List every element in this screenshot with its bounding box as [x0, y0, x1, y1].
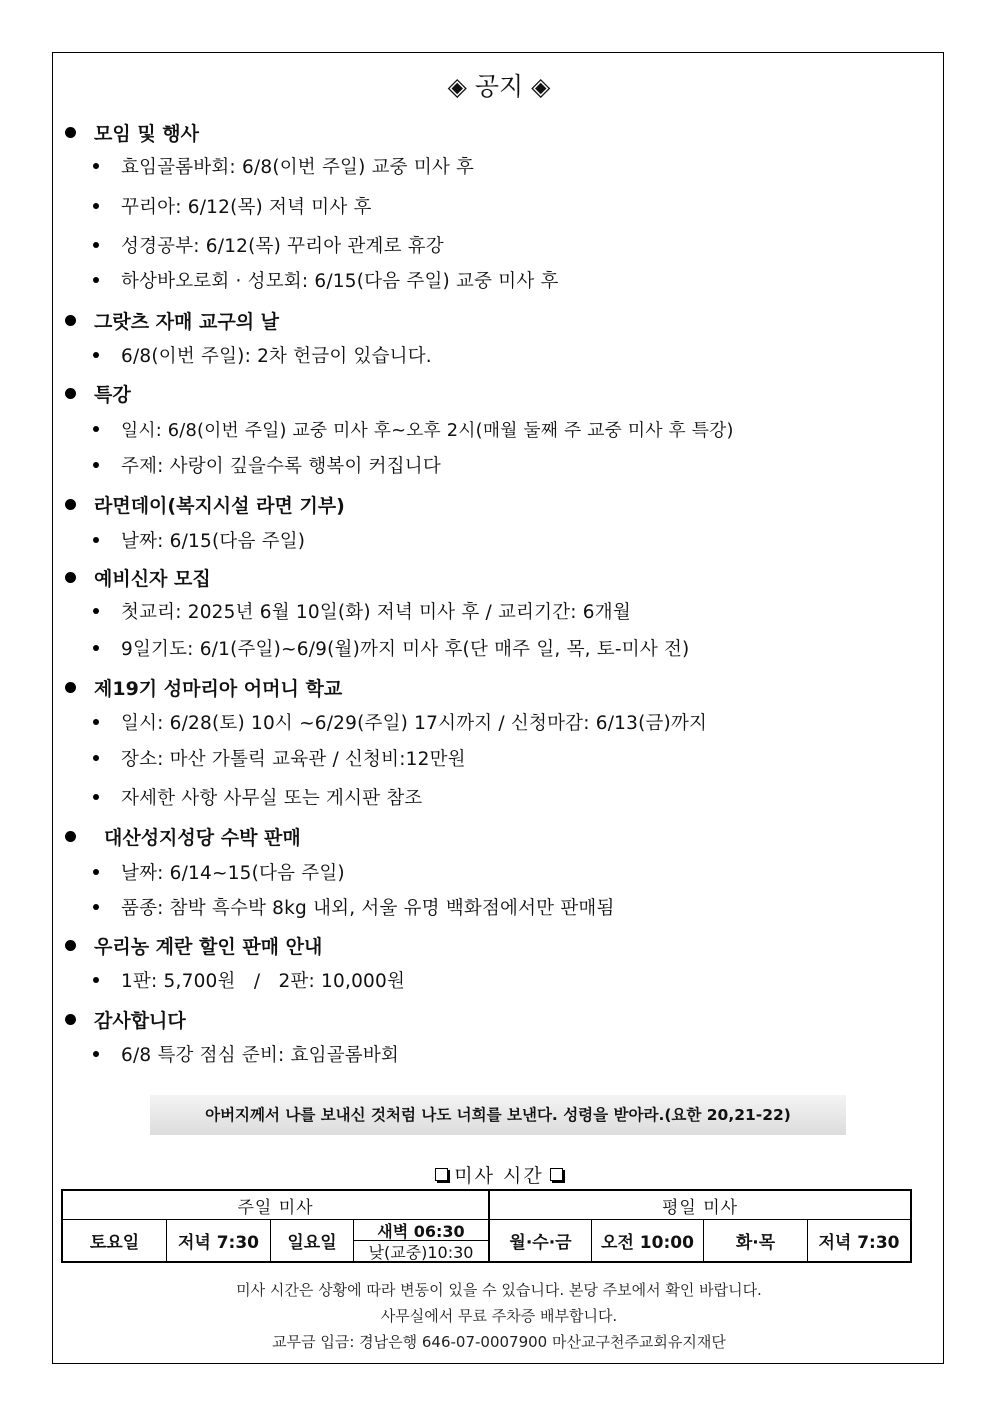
- saturday-time: 저녁 7:30: [177, 1233, 260, 1253]
- footer-note: 교무금 입금: 경남은행 646-07-0007900 마산교구천주교회유지재단: [272, 1333, 726, 1351]
- bullet-icon: [93, 755, 99, 761]
- section-heading: 감사합니다: [65, 1006, 186, 1033]
- section-heading: 우리농 계란 할인 판매 안내: [65, 932, 322, 959]
- list-item: 일시: 6/28(토) 10시 ~6/29(주일) 17시까지 / 신청마감: 6/13(금)까지: [93, 709, 707, 735]
- footer-note: 미사 시간은 상황에 따라 변동이 있을 수 있습니다. 본당 주보에서 확인 바랍니다.: [236, 1281, 762, 1299]
- bullet-icon: [93, 904, 99, 910]
- weekday-mass-header: 평일 미사: [661, 1197, 739, 1218]
- list-item: 효임골롬바회: 6/8(이번 주일) 교중 미사 후: [93, 153, 474, 179]
- mwf-label: 월·수·금: [509, 1233, 572, 1253]
- section-heading: 그랏츠 자매 교구의 날: [65, 307, 279, 334]
- list-item: 1판: 5,700원 / 2판: 10,000원: [93, 967, 405, 993]
- tue-thu-time: 저녁 7:30: [818, 1233, 900, 1253]
- notice-frame: [52, 52, 944, 1364]
- bullet-icon: [93, 719, 99, 725]
- bullet-icon: [65, 831, 76, 842]
- list-item: 6/8(이번 주일): 2차 헌금이 있습니다.: [93, 342, 432, 368]
- list-item: 장소: 마산 가톨릭 교육관 / 신청비:12만원: [93, 745, 466, 771]
- bullet-icon: [93, 645, 99, 651]
- list-item: 9일기도: 6/1(주일)~6/9(월)까지 미사 후(단 매주 일, 목, 토-미사 전): [93, 635, 689, 661]
- bullet-icon: [93, 537, 99, 543]
- bullet-icon: [93, 869, 99, 875]
- section-heading: 예비신자 모집: [65, 564, 211, 591]
- list-item: 꾸리아: 6/12(목) 저녁 미사 후: [93, 193, 372, 219]
- tue-thu-label: 화·목: [735, 1233, 776, 1253]
- list-item: 6/8 특강 점심 준비: 효임골롬바회: [93, 1041, 399, 1067]
- bullet-icon: [65, 1014, 76, 1025]
- list-item: 날짜: 6/14~15(다음 주일): [93, 859, 345, 885]
- list-item: 첫교리: 2025년 6월 10일(화) 저녁 미사 후 / 교리기간: 6개월: [93, 598, 631, 624]
- bullet-icon: [93, 163, 99, 169]
- sunday-label: 일요일: [287, 1233, 337, 1253]
- bullet-icon: [93, 794, 99, 800]
- bullet-icon: [93, 203, 99, 209]
- list-item: 성경공부: 6/12(목) 꾸리아 관계로 휴강: [93, 232, 444, 258]
- bullet-icon: [93, 426, 99, 432]
- bullet-icon: [93, 977, 99, 983]
- bullet-icon: [65, 127, 76, 138]
- section-heading: 특강: [65, 380, 131, 407]
- bullet-icon: [93, 242, 99, 248]
- list-item: 품종: 참박 흑수박 8kg 내외, 서울 유명 백화점에서만 판매됨: [93, 894, 615, 920]
- footer-note: 사무실에서 무료 주차증 배부합니다.: [380, 1307, 618, 1325]
- list-item: 일시: 6/8(이번 주일) 교중 미사 후~오후 2시(매월 둘째 주 교중 미사 후 특강): [93, 417, 734, 442]
- bullet-icon: [93, 277, 99, 283]
- bullet-icon: [93, 352, 99, 358]
- list-item: 날짜: 6/15(다음 주일): [93, 527, 305, 553]
- bullet-icon: [93, 462, 99, 468]
- section-heading: 제19기 성마리아 어머니 학교: [65, 674, 342, 701]
- saturday-label: 토요일: [89, 1233, 140, 1253]
- bullet-icon: [65, 388, 76, 399]
- list-item: 주제: 사랑이 깊을수록 행복이 커집니다: [93, 452, 441, 478]
- bullet-icon: [93, 608, 99, 614]
- list-item: 자세한 사항 사무실 또는 게시판 참조: [93, 784, 422, 810]
- bullet-icon: [65, 315, 76, 326]
- mass-times-table: [61, 1189, 912, 1263]
- section-heading: 모임 및 행사: [65, 119, 199, 146]
- bullet-icon: [65, 572, 76, 583]
- section-heading: 대산성지성당 수박 판매: [65, 823, 301, 850]
- bullet-icon: [65, 940, 76, 951]
- mwf-time: 오전 10:00: [601, 1233, 694, 1253]
- sunday-dawn-time: 새벽 06:30: [377, 1221, 465, 1241]
- bullet-icon: [65, 499, 76, 510]
- scripture-quote: 아버지께서 나를 보내신 것처럼 나도 너희를 보낸다. 성령을 받아라.(요한 20,21-22): [150, 1095, 846, 1135]
- bullet-icon: [93, 1051, 99, 1057]
- mass-times-title: 미사 시간: [53, 1161, 945, 1188]
- page-title: ◈ 공지 ◈: [447, 72, 551, 101]
- checkbox-square-icon: [550, 1168, 563, 1181]
- sunday-mass-header: 주일 미사: [237, 1197, 314, 1218]
- section-heading: 라면데이(복지시설 라면 기부): [65, 491, 345, 518]
- list-item: 하상바오로회 · 성모회: 6/15(다음 주일) 교중 미사 후: [93, 267, 559, 293]
- bullet-icon: [65, 682, 76, 693]
- checkbox-square-icon: [435, 1168, 448, 1181]
- sunday-day-time: 낮(교중)10:30: [368, 1242, 474, 1262]
